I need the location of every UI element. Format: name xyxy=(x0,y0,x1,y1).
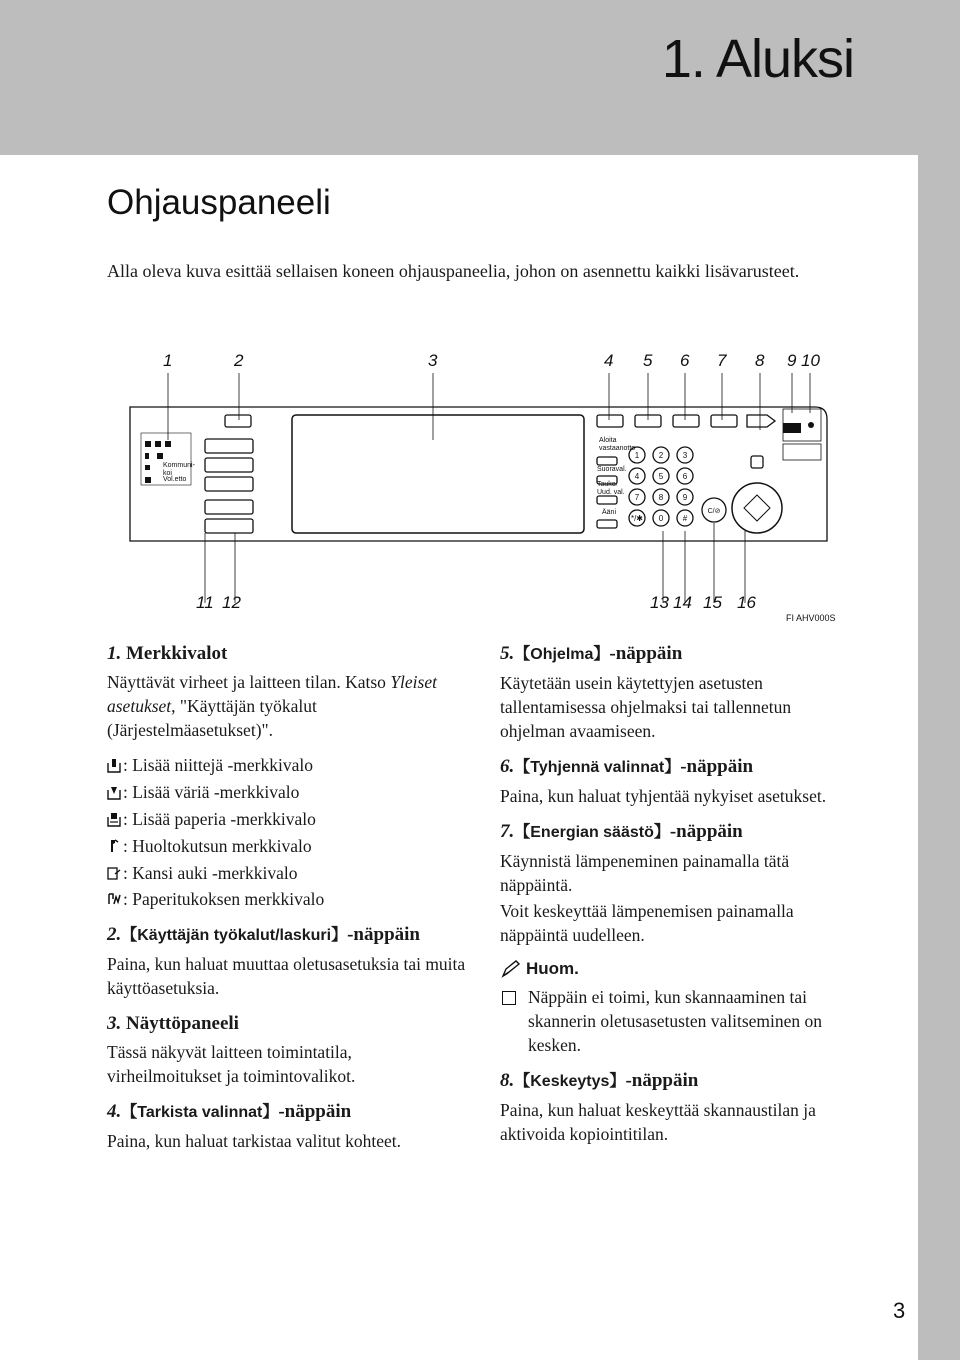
svg-text:8: 8 xyxy=(658,493,664,502)
panel-label-communication: Kommuni- koi xyxy=(163,462,195,477)
add-staples-icon xyxy=(107,757,121,773)
svg-text:0: 0 xyxy=(658,514,664,523)
callout-16: 16 xyxy=(737,593,756,612)
panel-label-vol: Vol.etto xyxy=(163,476,187,483)
add-toner-icon xyxy=(107,784,121,800)
item-1-heading: 1. Merkkivalot xyxy=(107,643,228,664)
item-8-text: Paina, kun haluat keskeyttää skannaustilan ja aktivoida kopiointitilan. xyxy=(500,1100,816,1144)
intro-paragraph: Alla oleva kuva esittää sellaisen koneen ohjauspaneelia, johon on asennettu kaikki lisävarusteet. xyxy=(107,261,800,281)
item-4-text: Paina, kun haluat tarkistaa valitut kohteet. xyxy=(107,1130,402,1151)
callout-3: 3 xyxy=(428,351,438,370)
item-5-text: Käytetään usein käytettyjen asetusten tallentamisessa ohjelmaksi tai tallennetun ohjelman avaamiseen. xyxy=(500,673,792,741)
indicator-paper: : Lisää paperia -merkkivalo xyxy=(107,806,467,833)
callout-12: 12 xyxy=(222,593,241,612)
start-key xyxy=(732,483,782,533)
callout-1: 1 xyxy=(163,351,173,370)
callout-6: 6 xyxy=(680,351,690,370)
svg-text:3: 3 xyxy=(682,451,688,460)
svg-text:4: 4 xyxy=(634,472,640,481)
svg-text:C/⊘: C/⊘ xyxy=(707,508,721,515)
item-6-text: Paina, kun haluat tyhjentää nykyiset asetukset. xyxy=(500,786,827,806)
margin-band xyxy=(918,155,960,1360)
item-7-text-1: Käynnistä lämpeneminen painamalla tätä näppäintä. xyxy=(500,851,790,895)
callout-13: 13 xyxy=(650,593,669,612)
indicator-toner: : Lisää väriä -merkkivalo xyxy=(107,779,467,806)
section-title: Ohjauspaneeli xyxy=(107,183,331,222)
callout-15: 15 xyxy=(703,593,722,612)
item-4-heading: 4.【Tarkista valinnat】-näppäin xyxy=(107,1100,352,1122)
svg-text:#: # xyxy=(682,514,688,523)
add-paper-icon xyxy=(107,811,121,827)
display-panel xyxy=(292,415,584,533)
callout-14: 14 xyxy=(673,593,692,612)
right-column xyxy=(500,640,860,1156)
svg-text:7: 7 xyxy=(634,493,640,502)
indicator-cover: : Kansi auki -merkkivalo xyxy=(107,859,467,886)
callout-11: 11 xyxy=(196,593,214,612)
item-3-heading: 3. Näyttöpaneeli xyxy=(107,1012,239,1034)
item-7-heading: 7.【Energian säästö】-näppäin xyxy=(500,821,743,842)
svg-text:9: 9 xyxy=(682,493,688,502)
svg-text:*/✱: */✱ xyxy=(630,514,644,523)
item-5-heading: 5.【Ohjelma】-näppäin xyxy=(500,643,683,664)
svg-text:5: 5 xyxy=(658,472,664,481)
figure-id: FI AHV000S xyxy=(786,613,836,623)
svg-text:2: 2 xyxy=(658,451,664,460)
item-2-heading: 2.【Käyttäjän työkalut/laskuri】-näppäin xyxy=(107,923,420,945)
control-panel-figure xyxy=(115,345,845,625)
indicator-staples: : Lisää niittejä -merkkivalo xyxy=(107,752,467,779)
panel-label-receive: Aloita vastaanotto xyxy=(599,437,636,452)
panel-label-sound: Ääni xyxy=(602,509,617,516)
chapter-title: 1. Aluksi xyxy=(661,29,854,89)
svg-text:1: 1 xyxy=(634,451,640,460)
note-item: Näppäin ei toimi, kun skannaaminen tai skannerin oletusasetusten valitseminen on kesken. xyxy=(500,985,860,1057)
page-number: 3 xyxy=(893,1298,906,1323)
item-6-heading: 6.【Tyhjennä valinnat】-näppäin xyxy=(500,756,754,777)
panel-label-pause: Tauko/ Uud. val. xyxy=(597,481,625,496)
callout-4: 4 xyxy=(604,351,614,370)
item-2-text: Paina, kun haluat muuttaa oletusasetuksia tai muita käyttöasetuksia. xyxy=(107,953,466,998)
item-8-heading: 8.【Keskeytys】-näppäin xyxy=(500,1070,699,1091)
paper-jam-icon xyxy=(107,891,121,907)
callout-2: 2 xyxy=(234,351,244,370)
item-3-text: Tässä näkyvät laitteen toimintatila, virheilmoitukset ja toimintovalikot. xyxy=(107,1041,356,1086)
service-call-icon xyxy=(107,838,121,854)
callout-5: 5 xyxy=(643,351,653,370)
callout-10: 10 xyxy=(801,351,820,370)
left-column xyxy=(107,640,467,1163)
callout-8: 8 xyxy=(755,351,765,370)
indicator-jam: : Paperitukoksen merkkivalo xyxy=(107,886,467,913)
callout-7: 7 xyxy=(717,351,727,370)
callout-9: 9 xyxy=(787,351,797,370)
item-7-text-2: Voit keskeyttää lämpenemisen painamalla näppäintä uudelleen. xyxy=(500,901,794,945)
cover-open-icon xyxy=(107,865,121,881)
note-heading: Huom. xyxy=(500,957,860,981)
indicator-service: : Huoltokutsun merkkivalo xyxy=(107,832,467,859)
item-1-text: Näyttävät virheet ja laitteen tilan. Katso Yleiset asetukset, "Käyttäjän työkalut (Järjestelmäasetukset)". xyxy=(107,672,437,740)
panel-label-direct: Suoraval. xyxy=(597,466,627,473)
svg-text:6: 6 xyxy=(682,472,688,481)
checkbox-icon xyxy=(502,991,516,1005)
control-panel-drawing xyxy=(115,345,845,625)
pencil-icon xyxy=(500,959,522,979)
